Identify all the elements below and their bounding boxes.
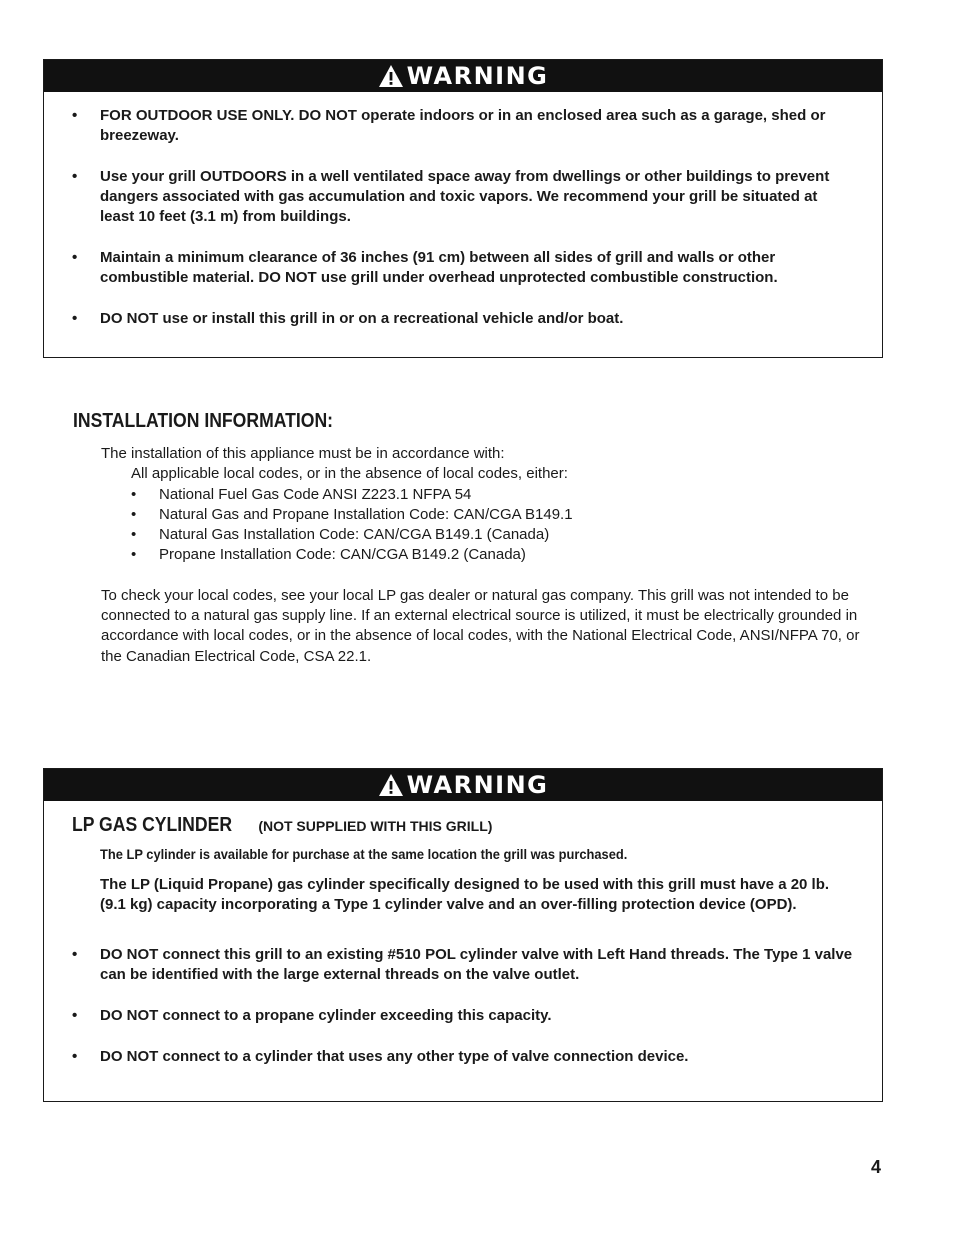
installation-heading: INSTALLATION INFORMATION: — [73, 410, 334, 432]
warning-box-lp-cylinder — [43, 768, 883, 1102]
list-item: • Maintain a minimum clearance of 36 inches (91 cm) between all sides of grill and walls or other combustible material. DO NOT use grill under overhead unprotected combustible construction. — [72, 249, 778, 286]
warning-bullet-list — [44, 945, 882, 1067]
warning-box-outdoor — [43, 59, 883, 358]
page-number: 4 — [871, 1157, 882, 1177]
list-item: • DO NOT use or install this grill in or on a recreational vehicle and/or boat. — [72, 310, 624, 327]
list-item: • FOR OUTDOOR USE ONLY. DO NOT operate indoors or in an enclosed area such as a garage, shed or breezeway. — [72, 107, 826, 144]
warning-triangle-icon — [378, 773, 404, 797]
installation-body — [101, 444, 861, 667]
lp-cylinder-heading — [72, 814, 882, 837]
warning-bullet-list — [44, 106, 882, 329]
warning-header — [44, 769, 882, 801]
list-item: • Natural Gas and Propane Installation Code: CAN/CGA B149.1 — [131, 505, 573, 523]
list-item: • Natural Gas Installation Code: CAN/CGA B149.1 (Canada) — [131, 526, 550, 544]
warning-title: WARNING — [406, 771, 549, 799]
installation-sub-intro: All applicable local codes, or in the absence of local codes, either: — [131, 465, 568, 483]
warning-header — [44, 60, 882, 92]
list-item: • Propane Installation Code: CAN/CGA B149.2 (Canada) — [131, 546, 526, 564]
installation-paragraph: To check your local codes, see your local LP gas dealer or natural gas company. This grill was not intended to be connected to a natural gas supply line. If an external electrical source is utilized, it must be electrically grounded in accordance with local codes, or in the absence of local codes, with the National Electrical Code, ANSI/NFPA 70, or the Canadian Electrical Code, CSA 22.1. — [101, 586, 860, 665]
lp-cylinder-note: (NOT SUPPLIED WITH THIS GRILL) — [258, 818, 493, 834]
list-item: • DO NOT connect to a propane cylinder exceeding this capacity. — [72, 1007, 552, 1024]
code-list — [101, 485, 861, 566]
warning-title: WARNING — [406, 62, 549, 90]
installation-intro: The installation of this appliance must be in accordance with: — [101, 445, 505, 462]
list-item: • DO NOT connect to a cylinder that uses any other type of valve connection device. — [72, 1048, 689, 1065]
list-item: • Use your grill OUTDOORS in a well ventilated space away from dwellings or other buildings to prevent dangers associated with gas accumulation and toxic vapors. We recommend your grill be situated at least 10 feet (3.1 m) from buildings. — [72, 168, 830, 225]
list-item: • National Fuel Gas Code ANSI Z223.1 NFPA 54 — [131, 485, 472, 503]
lp-paragraph-specification: The LP (Liquid Propane) gas cylinder specifically designed to be used with this grill must have a 20 lb. (9.1 kg) capacity incorporating a Type 1 cylinder valve and an over-filling protection device (OPD). — [100, 876, 830, 913]
warning-triangle-icon — [378, 64, 404, 88]
lp-paragraph-availability: The LP cylinder is available for purchase at the same location the grill was purchased. — [100, 846, 628, 862]
lp-cylinder-title: LP GAS CYLINDER — [72, 814, 233, 836]
list-item: • DO NOT connect this grill to an existing #510 POL cylinder valve with Left Hand threads. The Type 1 valve can be identified with the large external threads on the valve outlet. — [72, 946, 853, 983]
